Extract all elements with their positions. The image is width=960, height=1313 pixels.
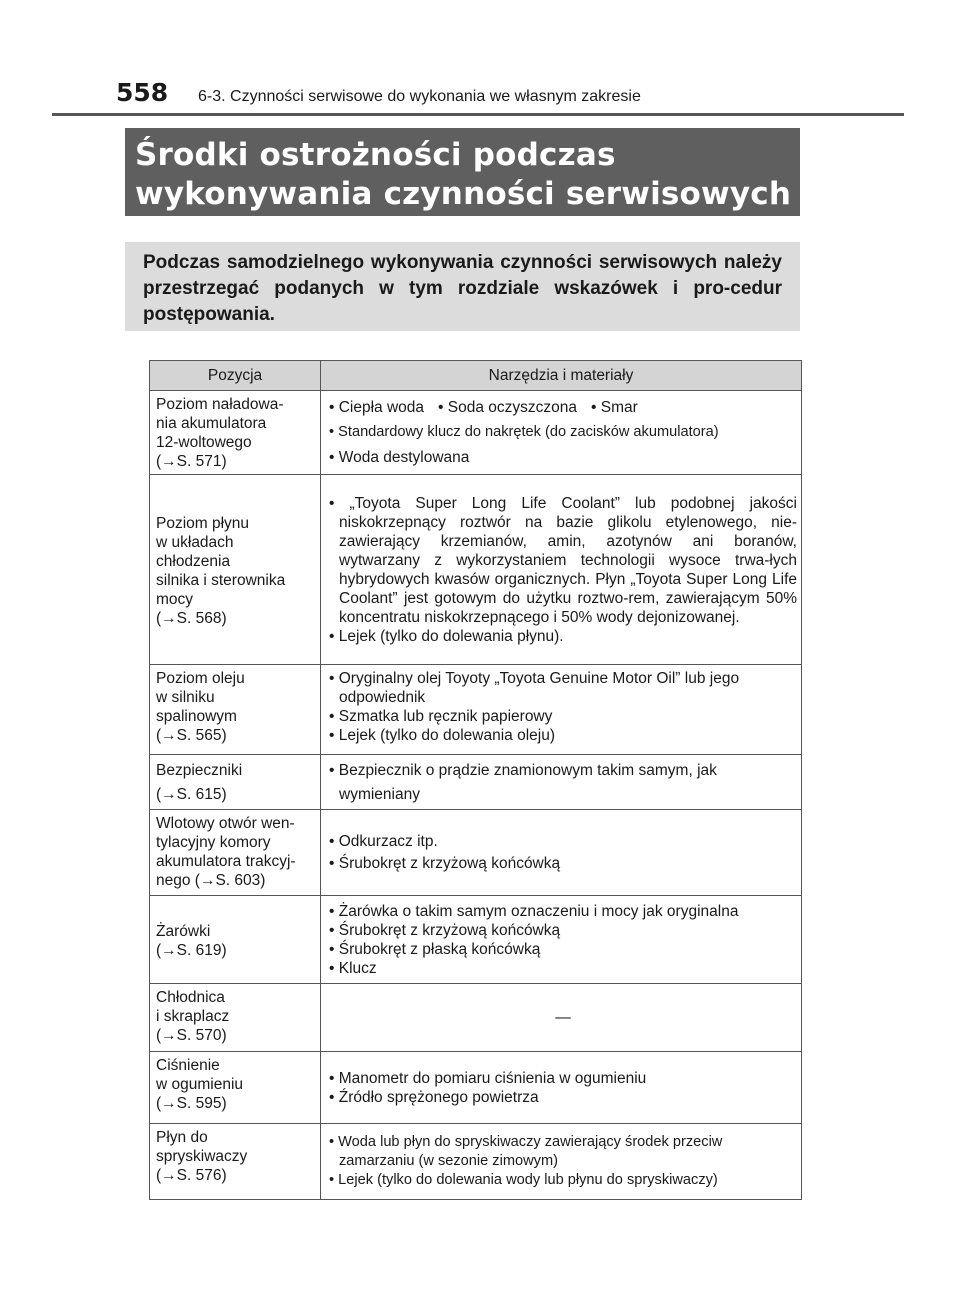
item-line: nego (→S. 603) bbox=[156, 872, 266, 889]
item-line: Płyn do bbox=[156, 1129, 208, 1146]
tool-item: • Klucz bbox=[329, 959, 377, 977]
item-line: silnika i sterownika bbox=[156, 571, 286, 589]
tool-item: — bbox=[555, 1009, 571, 1026]
tool-item: • Śrubokręt z płaską końcówką bbox=[329, 940, 541, 958]
tool-item: • Soda oczyszczona bbox=[438, 399, 578, 416]
chapter-title: 6-3. Czynności serwisowe do wykonania we własnym zakresie bbox=[198, 88, 641, 105]
item-line: Bezpieczniki bbox=[156, 762, 243, 779]
row-item-cell bbox=[150, 755, 321, 810]
row-item-cell bbox=[150, 391, 321, 475]
item-line: (→S. 570) bbox=[156, 1027, 227, 1044]
row-tools-cell bbox=[321, 665, 802, 755]
item-line: Poziom oleju bbox=[156, 670, 245, 687]
row-tools-cell bbox=[321, 475, 802, 665]
row-tools-cell bbox=[321, 896, 802, 984]
item-line: spryskiwaczy bbox=[156, 1148, 248, 1165]
item-line: (→S. 595) bbox=[156, 1095, 227, 1112]
item-line: mocy bbox=[156, 590, 194, 608]
tool-item: • „Toyota Super Long Life Coolant” lub podobnej jakości niskokrzepnący roztwór na bazie glikolu etylenowego, nie-zawierający krzemianów, amin, azotynów ani boranów, wytwarzany z wykorzystaniem technologii wysoce trwa-łych hybrydowych kwasów organicznych. Płyn „Toyota Super Long Life Coolant” jest gotowym do użytku roztwo-rem, zawierającym 50% koncentratu niskokrzepnącego i 50% wody dejonizowanej. bbox=[329, 494, 797, 626]
tool-item: • Lejek (tylko do dolewania wody lub płynu do spryskiwaczy) bbox=[329, 1172, 718, 1188]
tool-item: • Śrubokręt z krzyżową końcówką bbox=[329, 854, 561, 872]
table-row bbox=[150, 665, 802, 755]
inline-tools bbox=[329, 398, 797, 417]
row-item-cell bbox=[150, 896, 321, 984]
table-row bbox=[150, 984, 802, 1052]
table-row bbox=[150, 391, 802, 475]
item-line: Chłodnica bbox=[156, 989, 225, 1006]
table-header-row bbox=[150, 361, 802, 391]
section-title-line-1: Środki ostrożności podczas bbox=[135, 137, 616, 173]
item-line: Poziom płynu bbox=[156, 514, 250, 532]
tool-item: • Szmatka lub ręcznik papierowy bbox=[329, 708, 553, 725]
tool-item: • Woda destylowana bbox=[329, 449, 470, 466]
table-row bbox=[150, 810, 802, 896]
tool-item: • Oryginalny olej Toyoty „Toyota Genuine Motor Oil” lub jego odpowiednik bbox=[329, 670, 740, 706]
tool-item: • Smar bbox=[591, 399, 638, 416]
intro-box bbox=[125, 242, 800, 331]
tool-item: • Odkurzacz itp. bbox=[329, 832, 438, 850]
item-line: chłodzenia bbox=[156, 552, 231, 570]
item-line: akumulatora trakcyj- bbox=[156, 853, 296, 870]
row-tools-cell bbox=[321, 810, 802, 896]
row-tools-cell bbox=[321, 1052, 802, 1124]
table-row bbox=[150, 896, 802, 984]
item-line: w ogumieniu bbox=[156, 1076, 244, 1093]
tool-item: • Bezpiecznik o prądzie znamionowym takim samym, jak wymieniany bbox=[329, 762, 717, 803]
intro-text: Podczas samodzielnego wykonywania czynności serwisowych należy przestrzegać podanych w tym rozdziale wskazówek i pro-cedur postępowania. bbox=[143, 252, 782, 325]
item-line: tylacyjny komory bbox=[156, 834, 271, 851]
tool-item: • Śrubokręt z krzyżową końcówką bbox=[329, 921, 561, 939]
column-header-item: Pozycja bbox=[150, 361, 321, 391]
item-line: spalinowym bbox=[156, 708, 237, 725]
table-row bbox=[150, 1052, 802, 1124]
item-line: (→S. 565) bbox=[156, 727, 227, 744]
item-line: (→S. 576) bbox=[156, 1167, 227, 1184]
page-header bbox=[116, 78, 641, 112]
row-tools-cell bbox=[321, 391, 802, 475]
tool-item: • Lejek (tylko do dolewania oleju) bbox=[329, 727, 555, 744]
row-item-cell bbox=[150, 475, 321, 665]
item-line: (→S. 619) bbox=[156, 941, 227, 959]
tool-item: • Manometr do pomiaru ciśnienia w ogumieniu bbox=[329, 1069, 647, 1087]
row-item-cell bbox=[150, 1124, 321, 1200]
header-rule bbox=[52, 113, 904, 116]
page-number: 558 bbox=[116, 78, 169, 107]
row-item-cell bbox=[150, 984, 321, 1052]
item-line: nia akumulatora bbox=[156, 415, 267, 432]
item-line: Ciśnienie bbox=[156, 1057, 220, 1074]
row-item-cell bbox=[150, 665, 321, 755]
item-line: (→S. 615) bbox=[156, 786, 227, 803]
tool-item: • Woda lub płyn do spryskiwaczy zawierający środek przeciw zamarzaniu (w sezonie zimowym) bbox=[329, 1134, 723, 1169]
tool-item: • Żarówka o takim samym oznaczeniu i mocy jak oryginalna bbox=[329, 902, 739, 920]
row-tools-cell bbox=[321, 984, 802, 1052]
item-line: w silniku bbox=[156, 689, 215, 706]
row-item-cell bbox=[150, 1052, 321, 1124]
item-line: i skraplacz bbox=[156, 1008, 230, 1025]
column-header-tools: Narzędzia i materiały bbox=[321, 361, 802, 391]
tool-item: • Standardowy klucz do nakrętek (do zacisków akumulatora) bbox=[329, 424, 719, 440]
table-row bbox=[150, 755, 802, 810]
item-line: Wlotowy otwór wen- bbox=[156, 815, 295, 832]
table-row bbox=[150, 1124, 802, 1200]
tool-item: • Lejek (tylko do dolewania płynu). bbox=[329, 627, 564, 645]
section-title-box bbox=[125, 128, 800, 216]
item-line: Żarówki bbox=[156, 922, 211, 940]
table-row bbox=[150, 475, 802, 665]
item-line: w układach bbox=[156, 533, 234, 551]
section-title-line-2: wykonywania czynności serwisowych bbox=[135, 176, 792, 212]
item-line: Poziom naładowa- bbox=[156, 396, 284, 413]
item-line: 12-woltowego bbox=[156, 434, 252, 451]
item-line: (→S. 571) bbox=[156, 453, 227, 470]
tools-table bbox=[149, 360, 802, 1200]
tool-item: • Ciepła woda bbox=[329, 399, 425, 416]
item-line: (→S. 568) bbox=[156, 609, 227, 627]
row-item-cell bbox=[150, 810, 321, 896]
row-tools-cell bbox=[321, 1124, 802, 1200]
tool-item: • Źródło sprężonego powietrza bbox=[329, 1088, 539, 1106]
row-tools-cell bbox=[321, 755, 802, 810]
